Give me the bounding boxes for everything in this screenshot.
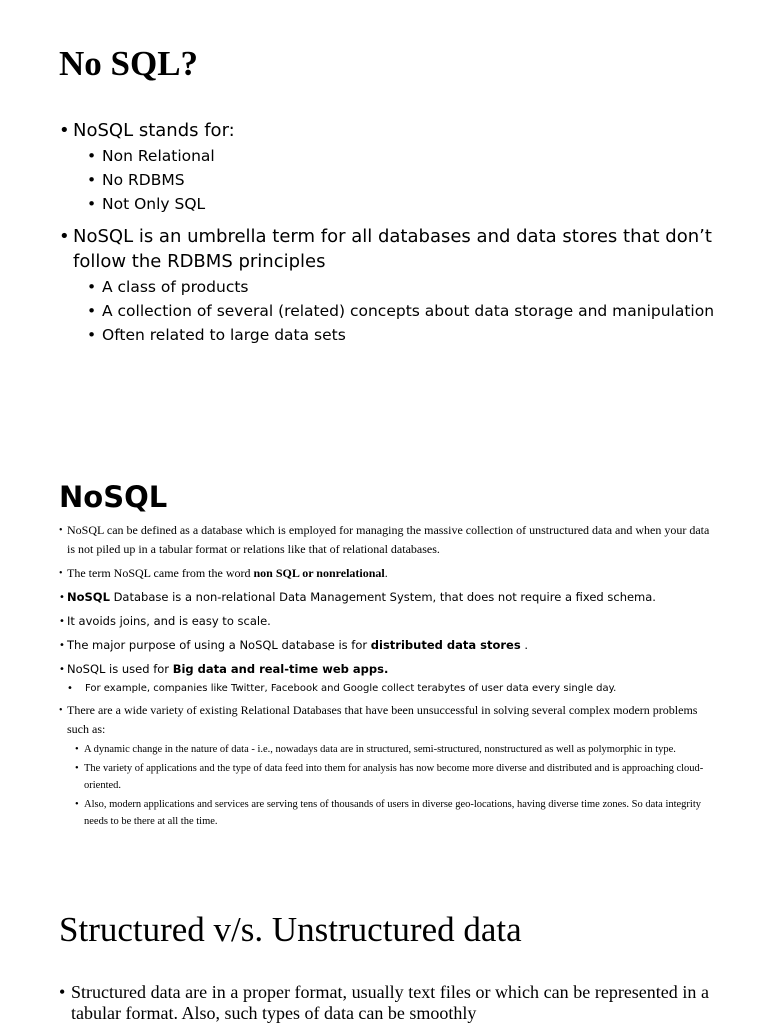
bullet-text: . xyxy=(520,638,528,652)
bullet-item: • It avoids joins, and is easy to scale. xyxy=(59,612,711,631)
bullet-item: • Structured data are in a proper format, usually text files or which can be represented in a tabular format. Also, such types of data can be smoothly xyxy=(59,982,709,1024)
bullet-bold-text: NoSQL xyxy=(67,590,110,604)
sub-bullet-item: • Often related to large data sets xyxy=(59,325,729,346)
bullet-text: Database is a non-relational Data Management System, that does not require a fixed schema. xyxy=(109,590,656,604)
bullet-list xyxy=(59,521,711,832)
sub-bullet-item: • Not Only SQL xyxy=(59,194,729,215)
bullet-text: NoSQL stands for: xyxy=(73,120,235,141)
bullet-text: The term NoSQL came from the word xyxy=(67,566,254,580)
bullet-list xyxy=(59,224,729,346)
bullet-list xyxy=(59,982,709,1024)
sub-bullet-item: • A collection of several (related) concepts about data storage and manipulation xyxy=(59,301,729,322)
bullet-item xyxy=(59,636,711,655)
bullet-item xyxy=(59,660,711,679)
slide-no-sql xyxy=(0,0,768,440)
bullet-bold-text: distributed data stores xyxy=(370,638,521,652)
bullet-list xyxy=(59,118,729,215)
slide-title: Structured v/s. Unstructured data xyxy=(59,910,522,949)
bullet-item xyxy=(59,588,711,607)
bullet-text: NoSQL is used for xyxy=(67,662,173,676)
sub-bullet-item: • A dynamic change in the nature of data - i.e., nowadays data are in structured, semi-structured, nonstructured as well as polymorphic in type. xyxy=(59,741,711,758)
slide-structured-vs-unstructured xyxy=(0,900,768,1024)
bullet-item xyxy=(59,224,729,274)
bullet-bold-text: non SQL or nonrelational xyxy=(253,566,385,580)
bullet-item: • NoSQL can be defined as a database which is employed for managing the massive collection of unstructured data and when your data is not piled up in a tabular format or relations like that of relational databases. xyxy=(59,521,711,559)
slide-title: NoSQL xyxy=(59,480,168,514)
bullet-bold-text: Big data and real-time web apps. xyxy=(172,662,389,676)
bullet-item xyxy=(59,118,729,143)
bullet-text: NoSQL is an umbrella term for all databases and data stores that don’t follow the RDBMS principles xyxy=(73,226,712,272)
bullet-text: . xyxy=(384,566,388,580)
sub-bullet-item: • A class of products xyxy=(59,277,729,298)
slide-title: No SQL? xyxy=(59,44,199,83)
sub-bullet-item: • No RDBMS xyxy=(59,170,729,191)
sub-bullet-item: • The variety of applications and the type of data feed into them for analysis has now become more diverse and distributed and is approaching cloud-oriented. xyxy=(59,760,711,794)
bullet-text: The major purpose of using a NoSQL database is for xyxy=(67,638,371,652)
sub-bullet-item: • Also, modern applications and services are serving tens of thousands of users in diverse geo-locations, having diverse time zones. So data integrity needs to be there at all the time. xyxy=(59,796,711,830)
slide-nosql-definition xyxy=(0,460,768,900)
sub-bullet-item: • For example, companies like Twitter, Facebook and Google collect terabytes of user data every single day. xyxy=(59,681,711,697)
bullet-item xyxy=(59,564,711,583)
bullet-item: • There are a wide variety of existing Relational Databases that have been unsuccessful in solving several complex modern problems such as: xyxy=(59,701,711,739)
sub-bullet-item: • Non Relational xyxy=(59,146,729,167)
